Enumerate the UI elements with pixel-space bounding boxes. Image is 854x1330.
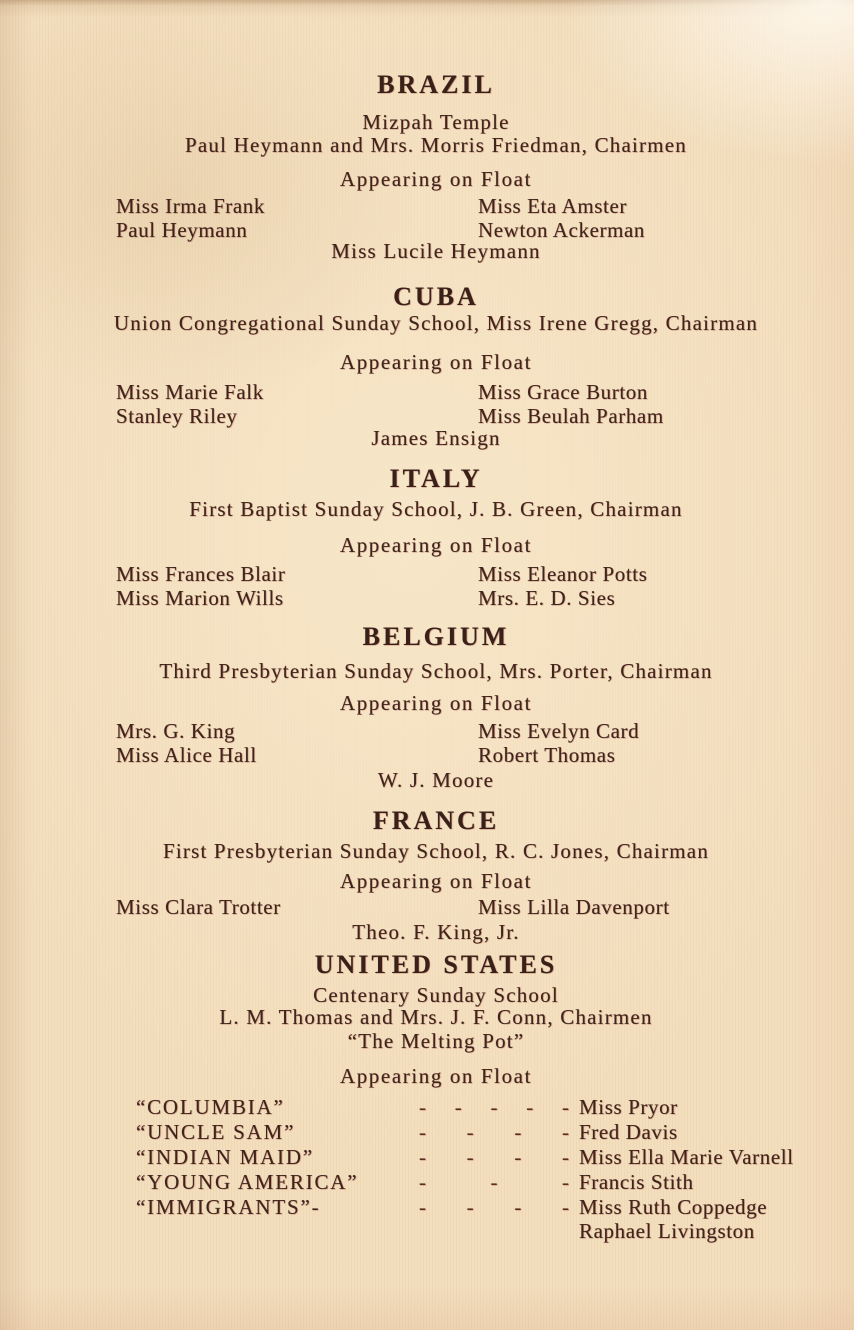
names-row — [116, 586, 615, 611]
names-row — [116, 895, 670, 920]
cast-name: Miss Ruth Coppedge — [579, 1195, 768, 1219]
cast-name: Raphael Livingston — [579, 1219, 755, 1243]
name-left: Mrs. G. King — [116, 719, 236, 743]
section-heading-united-states: UNITED STATES — [314, 950, 558, 979]
cast-name: Fred Davis — [579, 1120, 678, 1144]
name-right: Miss Evelyn Card — [478, 719, 640, 743]
names-row — [116, 719, 639, 744]
cast-role: “IMMIGRANTS”- — [136, 1195, 321, 1219]
section-heading-belgium: BELGIUM — [362, 622, 510, 651]
cast-role: “INDIAN MAID” — [136, 1145, 314, 1169]
name-right: Miss Beulah Parham — [478, 404, 664, 428]
name-right: Mrs. E. D. Sies — [478, 586, 616, 610]
appearing-label: Appearing on Float — [339, 691, 533, 715]
cast-row — [136, 1195, 767, 1220]
names-row — [116, 743, 615, 768]
name-center: James Ensign — [371, 426, 501, 450]
chairmen-line: First Baptist Sunday School, J. B. Green, Chairman — [189, 497, 683, 521]
appearing-label: Appearing on Float — [339, 869, 533, 893]
page-content — [27, 0, 845, 1330]
chairmen-line: First Presbyterian Sunday School, R. C. Jones, Chairman — [162, 839, 710, 863]
section-heading-italy: ITALY — [389, 464, 483, 493]
appearing-label: Appearing on Float — [339, 533, 533, 557]
cast-dash-leader: - - - — [419, 1170, 569, 1194]
name-left: Paul Heymann — [116, 218, 248, 242]
cast-dash-leader: - - - - — [419, 1120, 569, 1144]
name-right: Miss Grace Burton — [478, 380, 649, 404]
org-line: Mizpah Temple — [362, 110, 510, 134]
name-center: Theo. F. King, Jr. — [352, 920, 520, 944]
chairmen-line: Third Presbyterian Sunday School, Mrs. Porter, Chairman — [159, 659, 713, 683]
chairmen-line: L. M. Thomas and Mrs. J. F. Conn, Chairmen — [219, 1005, 653, 1029]
name-right: Miss Eta Amster — [478, 194, 627, 218]
name-center: Miss Lucile Heymann — [331, 239, 541, 263]
names-row — [116, 194, 627, 219]
cast-role: “COLUMBIA” — [136, 1095, 285, 1119]
section-heading-france: FRANCE — [372, 806, 500, 835]
cast-dash-leader: - - - - — [419, 1195, 569, 1219]
chairmen-line: Union Congregational Sunday School, Miss Irene Gregg, Chairman — [113, 311, 759, 335]
section-heading-brazil: BRAZIL — [377, 70, 495, 99]
org-line: Centenary Sunday School — [313, 983, 559, 1007]
name-right: Miss Eleanor Potts — [478, 562, 648, 586]
name-right: Miss Lilla Davenport — [478, 895, 670, 919]
cast-name: Francis Stith — [579, 1170, 694, 1194]
name-right: Robert Thomas — [478, 743, 616, 767]
name-left: Miss Frances Blair — [116, 562, 286, 586]
cast-row — [136, 1145, 794, 1170]
name-center: W. J. Moore — [377, 768, 495, 792]
cast-row — [136, 1219, 755, 1244]
name-left: Miss Marion Wills — [116, 586, 284, 610]
name-right: Newton Ackerman — [478, 218, 646, 242]
cast-dash-leader: - - - - — [419, 1145, 569, 1169]
appearing-label: Appearing on Float — [339, 1064, 533, 1088]
cast-row — [136, 1120, 678, 1145]
name-left: Miss Irma Frank — [116, 194, 265, 218]
cast-name: Miss Pryor — [579, 1095, 678, 1119]
cast-dash-leader: - - - - - — [419, 1095, 569, 1119]
appearing-label: Appearing on Float — [339, 350, 533, 374]
cast-row — [136, 1095, 678, 1120]
appearing-label: Appearing on Float — [339, 167, 533, 191]
name-left: Stanley Riley — [116, 404, 238, 428]
chairmen-line: Paul Heymann and Mrs. Morris Friedman, Chairmen — [185, 133, 687, 157]
cast-row — [136, 1170, 694, 1195]
name-left: Miss Alice Hall — [116, 743, 257, 767]
names-row — [116, 562, 647, 587]
cast-role: “YOUNG AMERICA” — [136, 1170, 359, 1194]
theme-line: “The Melting Pot” — [347, 1029, 525, 1053]
name-left: Miss Marie Falk — [116, 380, 264, 404]
cast-name: Miss Ella Marie Varnell — [579, 1145, 794, 1169]
cast-role: “UNCLE SAM” — [136, 1120, 296, 1144]
name-left: Miss Clara Trotter — [116, 895, 281, 919]
names-row — [116, 380, 648, 405]
section-heading-cuba: CUBA — [393, 282, 479, 311]
